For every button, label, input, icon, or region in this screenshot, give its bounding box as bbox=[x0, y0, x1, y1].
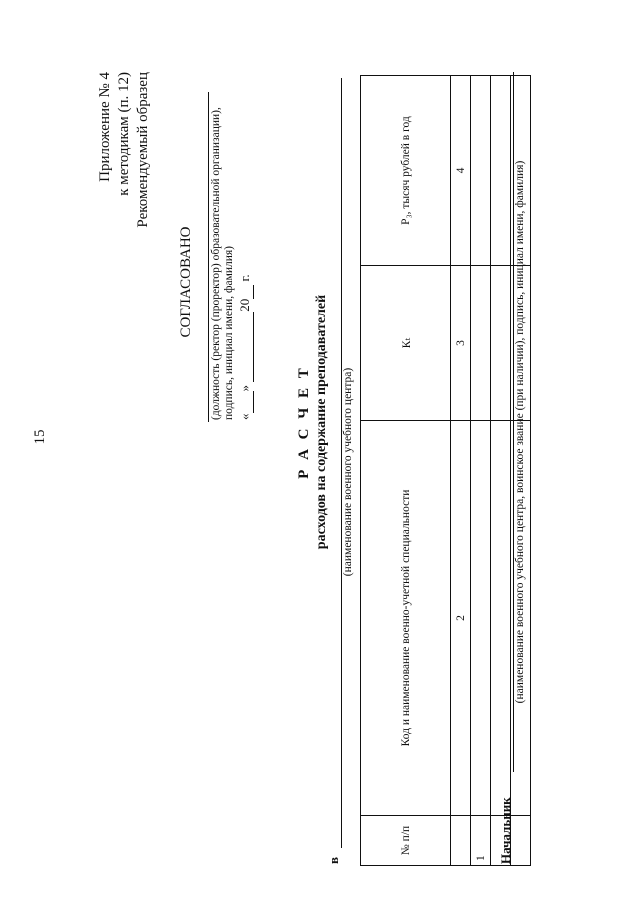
table-cell bbox=[471, 421, 491, 816]
date-year-blank bbox=[237, 285, 254, 299]
column-number-cell bbox=[451, 816, 471, 866]
page-number: 15 bbox=[32, 429, 48, 445]
appendix-reference: к методикам (п. 12) bbox=[116, 72, 132, 196]
header-number: № п/п bbox=[361, 816, 451, 866]
date-day-blank bbox=[237, 392, 254, 414]
column-number-cell: 3 bbox=[451, 266, 471, 421]
table-header-row bbox=[361, 76, 451, 866]
date-quote-open: « bbox=[237, 413, 252, 420]
date-century: 20 bbox=[237, 298, 252, 312]
header-specialty: Код и наименование военно-учетной специальности bbox=[361, 421, 451, 816]
document-page bbox=[90, 32, 600, 872]
header-coefficient: Кₜ bbox=[361, 266, 451, 421]
agreed-title: СОГЛАСОВАНО bbox=[178, 226, 194, 338]
agreed-caption: (должность (ректор (проректор) образовательной организации), подпись, инициал имени, фамилия) bbox=[210, 107, 235, 420]
table-cell bbox=[491, 421, 511, 816]
table-cell bbox=[491, 76, 511, 266]
table-cell bbox=[471, 76, 491, 266]
appendix-sample-note: Рекомендуемый образец bbox=[135, 72, 151, 228]
document-title: Р А С Ч Е Т bbox=[296, 365, 312, 479]
date-month-blank bbox=[237, 312, 254, 382]
agreed-date bbox=[237, 274, 254, 420]
table-cell bbox=[491, 266, 511, 421]
appendix-number: Приложение № 4 bbox=[97, 72, 113, 182]
date-suffix: г. bbox=[237, 274, 252, 282]
table-row bbox=[471, 76, 491, 866]
header-expenses: Р₃, тысяч рублей в год bbox=[361, 76, 451, 266]
appendix-block bbox=[96, 72, 153, 228]
table-cell: 1 bbox=[471, 816, 491, 866]
chief-caption: (наименование военного учебного центра, воинское звание (при наличии), подпись, инициал имени, фамилия) bbox=[514, 160, 526, 704]
table-column-numbers bbox=[451, 76, 471, 866]
column-number-cell: 2 bbox=[451, 421, 471, 816]
center-name-caption: (наименование военного учебного центра) bbox=[342, 367, 354, 577]
table-cell bbox=[471, 266, 491, 421]
calculation-table bbox=[360, 75, 531, 866]
date-quote-close: » bbox=[237, 385, 252, 392]
agreed-signature-line bbox=[208, 92, 209, 422]
table-row bbox=[491, 76, 511, 866]
column-number-cell: 4 bbox=[451, 76, 471, 266]
document-subtitle: расходов на содержание преподавателей bbox=[314, 294, 329, 550]
chief-label: Начальник bbox=[498, 797, 513, 864]
center-prefix: в bbox=[326, 856, 341, 864]
